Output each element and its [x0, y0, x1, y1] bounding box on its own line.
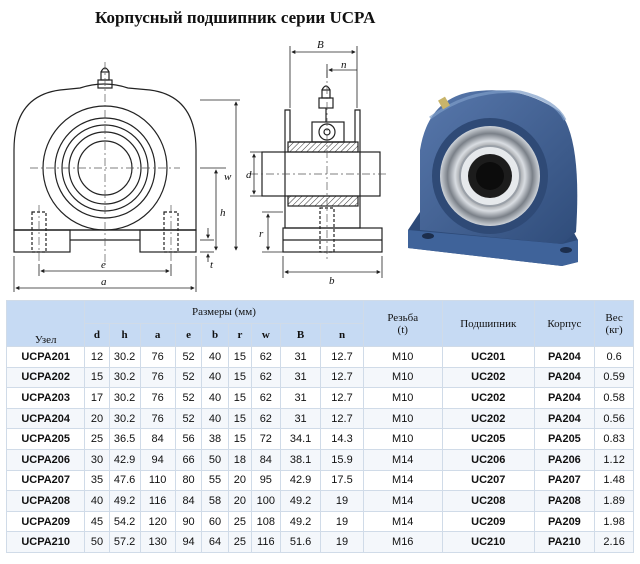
cell-a: 94: [140, 449, 175, 470]
cell-n: 12.7: [321, 408, 363, 429]
col-header-dimensions: Размеры (мм): [85, 301, 363, 324]
cell-n: 14.3: [321, 429, 363, 450]
cell-b: 50: [202, 449, 228, 470]
cell-h: 49.2: [109, 491, 140, 512]
cell-b: 49.2: [280, 511, 321, 532]
cell-e: 90: [175, 511, 201, 532]
cell-r: 25: [228, 532, 251, 553]
thread-line1: Резьба: [387, 311, 419, 324]
page-title: Корпусный подшипник серии UCPA: [95, 8, 376, 27]
cell-b: 40: [202, 367, 228, 388]
cell-w: 62: [251, 408, 280, 429]
cell-node: UCPA201: [7, 347, 85, 368]
cell-b: 58: [202, 491, 228, 512]
cell-w: 84: [251, 449, 280, 470]
cell-w: 62: [251, 347, 280, 368]
cell-thread: M16: [363, 532, 442, 553]
product-render: [408, 90, 578, 266]
cell-housing: PA208: [534, 491, 595, 512]
cell-weight: 1.89: [595, 491, 634, 512]
cell-a: 76: [140, 347, 175, 368]
cell-h: 42.9: [109, 449, 140, 470]
cell-housing: PA205: [534, 429, 595, 450]
cell-d: 20: [85, 408, 109, 429]
label-e: e: [101, 259, 106, 271]
cell-d: 25: [85, 429, 109, 450]
label-d: d: [246, 169, 252, 181]
cell-b: 42.9: [280, 470, 321, 491]
cell-b: 38: [202, 429, 228, 450]
cell-r: 20: [228, 470, 251, 491]
cell-r: 15: [228, 388, 251, 409]
cell-d: 45: [85, 511, 109, 532]
cell-thread: M14: [363, 491, 442, 512]
cell-r: 18: [228, 449, 251, 470]
col-header-dim-d: d: [85, 324, 109, 347]
col-header-dim-h: h: [109, 324, 140, 347]
cell-weight: 1.98: [595, 511, 634, 532]
cell-d: 40: [85, 491, 109, 512]
col-header-dim-b: b: [202, 324, 228, 347]
cell-thread: M14: [363, 470, 442, 491]
cell-housing: PA206: [534, 449, 595, 470]
cell-h: 30.2: [109, 367, 140, 388]
cell-d: 50: [85, 532, 109, 553]
label-r: r: [259, 228, 264, 240]
table-row: [7, 532, 634, 553]
cell-b: 64: [202, 532, 228, 553]
cell-bearing: UC208: [442, 491, 534, 512]
cell-b: 31: [280, 367, 321, 388]
cell-w: 95: [251, 470, 280, 491]
table-row: [7, 388, 634, 409]
cell-bearing: UC205: [442, 429, 534, 450]
cell-a: 130: [140, 532, 175, 553]
cell-e: 52: [175, 388, 201, 409]
cell-b: 60: [202, 511, 228, 532]
col-header-dim-r: r: [228, 324, 251, 347]
cell-r: 15: [228, 367, 251, 388]
cell-weight: 0.56: [595, 408, 634, 429]
table-row: [7, 347, 634, 368]
col-header-dim-B: B: [280, 324, 321, 347]
cell-e: 94: [175, 532, 201, 553]
cell-e: 80: [175, 470, 201, 491]
cell-b: 49.2: [280, 491, 321, 512]
cell-b: 40: [202, 347, 228, 368]
cell-thread: M10: [363, 408, 442, 429]
col-header-dim-e: e: [175, 324, 201, 347]
cell-weight: 0.58: [595, 388, 634, 409]
cell-r: 15: [228, 408, 251, 429]
cell-housing: PA204: [534, 388, 595, 409]
weight-line1: Вес: [605, 311, 623, 324]
cell-n: 19: [321, 491, 363, 512]
cell-d: 17: [85, 388, 109, 409]
cell-b: 38.1: [280, 449, 321, 470]
cell-e: 52: [175, 347, 201, 368]
col-header-housing: Корпус: [534, 301, 595, 347]
cell-h: 54.2: [109, 511, 140, 532]
cell-bearing: UC201: [442, 347, 534, 368]
label-h: h: [220, 207, 226, 219]
cell-n: 19: [321, 532, 363, 553]
cell-b: 55: [202, 470, 228, 491]
cell-bearing: UC206: [442, 449, 534, 470]
cell-node: UCPA202: [7, 367, 85, 388]
cell-node: UCPA209: [7, 511, 85, 532]
cell-thread: M10: [363, 388, 442, 409]
col-header-weight: [595, 301, 634, 347]
cell-thread: M14: [363, 449, 442, 470]
cell-b: 40: [202, 408, 228, 429]
cell-e: 52: [175, 367, 201, 388]
cell-b: 51.6: [280, 532, 321, 553]
cell-weight: 0.6: [595, 347, 634, 368]
cell-b: 31: [280, 347, 321, 368]
cell-h: 36.5: [109, 429, 140, 450]
cell-node: UCPA207: [7, 470, 85, 491]
cell-a: 84: [140, 429, 175, 450]
cell-housing: PA204: [534, 347, 595, 368]
col-header-bearing: Подшипник: [442, 301, 534, 347]
cell-w: 108: [251, 511, 280, 532]
cell-node: UCPA204: [7, 408, 85, 429]
cell-weight: 0.59: [595, 367, 634, 388]
cell-w: 116: [251, 532, 280, 553]
front-view: [14, 62, 196, 262]
cell-r: 20: [228, 491, 251, 512]
cell-a: 110: [140, 470, 175, 491]
cell-weight: 1.48: [595, 470, 634, 491]
cell-bearing: UC202: [442, 367, 534, 388]
cell-thread: M10: [363, 347, 442, 368]
cell-b: 31: [280, 408, 321, 429]
table-row: [7, 408, 634, 429]
cell-n: 17.5: [321, 470, 363, 491]
thread-line2: (t): [397, 323, 408, 336]
cell-h: 30.2: [109, 388, 140, 409]
cell-b: 40: [202, 388, 228, 409]
cell-bearing: UC209: [442, 511, 534, 532]
cell-n: 19: [321, 511, 363, 532]
cell-h: 47.6: [109, 470, 140, 491]
cell-b: 31: [280, 388, 321, 409]
col-header-node: Узел: [7, 301, 85, 347]
cell-housing: PA209: [534, 511, 595, 532]
cell-w: 72: [251, 429, 280, 450]
spec-table-body: [7, 347, 634, 553]
side-dimensions: [250, 46, 382, 278]
cell-b: 34.1: [280, 429, 321, 450]
cell-w: 62: [251, 367, 280, 388]
cell-bearing: UC207: [442, 470, 534, 491]
weight-line2: (кг): [605, 323, 623, 336]
cell-a: 76: [140, 388, 175, 409]
cell-housing: PA204: [534, 408, 595, 429]
table-row: [7, 511, 634, 532]
col-header-thread: [363, 301, 442, 347]
cell-bearing: UC202: [442, 388, 534, 409]
cell-weight: 1.12: [595, 449, 634, 470]
cell-housing: PA207: [534, 470, 595, 491]
cell-node: UCPA210: [7, 532, 85, 553]
cell-d: 12: [85, 347, 109, 368]
cell-node: UCPA203: [7, 388, 85, 409]
label-t: t: [210, 259, 214, 271]
label-w: w: [224, 171, 232, 183]
cell-h: 57.2: [109, 532, 140, 553]
cell-h: 30.2: [109, 408, 140, 429]
cell-a: 120: [140, 511, 175, 532]
cell-housing: PA210: [534, 532, 595, 553]
cell-bearing: UC210: [442, 532, 534, 553]
cell-node: UCPA208: [7, 491, 85, 512]
cell-w: 62: [251, 388, 280, 409]
cell-e: 84: [175, 491, 201, 512]
cell-r: 15: [228, 347, 251, 368]
table-row: [7, 449, 634, 470]
cell-n: 12.7: [321, 388, 363, 409]
cell-node: UCPA206: [7, 449, 85, 470]
col-header-dim-w: w: [251, 324, 280, 347]
label-B: B: [317, 39, 324, 51]
cell-a: 76: [140, 367, 175, 388]
table-row: [7, 367, 634, 388]
table-row: [7, 429, 634, 450]
cell-d: 35: [85, 470, 109, 491]
cell-e: 66: [175, 449, 201, 470]
col-header-dim-n: n: [321, 324, 363, 347]
cell-e: 52: [175, 408, 201, 429]
table-row: [7, 470, 634, 491]
table-row: [7, 491, 634, 512]
cell-e: 56: [175, 429, 201, 450]
cell-weight: 0.83: [595, 429, 634, 450]
cell-thread: M10: [363, 367, 442, 388]
spec-table: [6, 300, 634, 553]
cell-n: 12.7: [321, 367, 363, 388]
cell-h: 30.2: [109, 347, 140, 368]
label-n: n: [341, 59, 347, 71]
cell-n: 12.7: [321, 347, 363, 368]
cell-a: 76: [140, 408, 175, 429]
cell-r: 25: [228, 511, 251, 532]
cell-thread: M14: [363, 511, 442, 532]
cell-r: 15: [228, 429, 251, 450]
cell-node: UCPA205: [7, 429, 85, 450]
side-section-view: [250, 70, 388, 262]
cell-weight: 2.16: [595, 532, 634, 553]
cell-housing: PA204: [534, 367, 595, 388]
cell-d: 30: [85, 449, 109, 470]
label-b: b: [329, 275, 335, 287]
cell-d: 15: [85, 367, 109, 388]
cell-n: 15.9: [321, 449, 363, 470]
cell-thread: M10: [363, 429, 442, 450]
cell-bearing: UC202: [442, 408, 534, 429]
label-a: a: [101, 276, 107, 288]
cell-a: 116: [140, 491, 175, 512]
cell-w: 100: [251, 491, 280, 512]
col-header-dim-a: a: [140, 324, 175, 347]
